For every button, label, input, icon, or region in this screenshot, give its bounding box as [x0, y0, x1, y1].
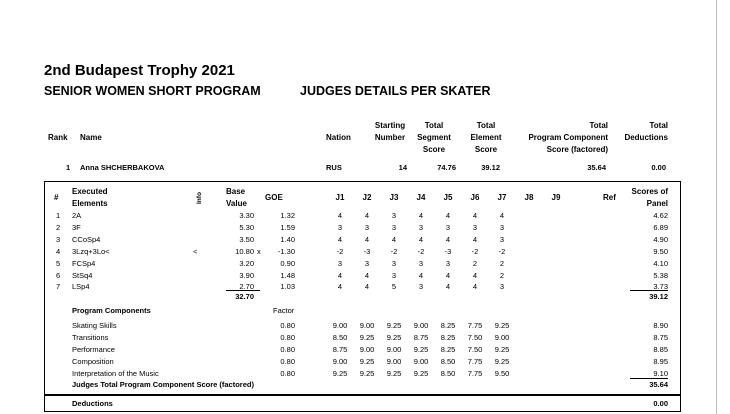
- element-judge-score: -2: [336, 246, 344, 256]
- component-judge-score: 9.25: [386, 368, 402, 378]
- panel-total-rule: [630, 290, 668, 291]
- element-goe: -1.30: [277, 246, 295, 256]
- skater-tss: 74.76: [437, 163, 456, 172]
- skater-deductions: 0.00: [651, 163, 666, 172]
- component-judge-score: 7.50: [467, 332, 483, 342]
- element-judge-score: 4: [364, 270, 370, 280]
- deductions-header: Total Deductions: [624, 121, 668, 142]
- component-judge-score: 8.50: [332, 332, 348, 342]
- element-judge-score: -3: [444, 246, 452, 256]
- tes-header: Total Element Score: [470, 121, 502, 154]
- skater-nation: RUS: [326, 163, 342, 172]
- skater-rank: 1: [66, 163, 71, 172]
- deductions-label: Deductions: [72, 399, 113, 408]
- element-judge-score: 3: [337, 258, 343, 268]
- element-judge-score: 5: [391, 282, 397, 292]
- component-judge-score: 9.00: [332, 321, 348, 330]
- pcs-total-rule: [630, 378, 668, 379]
- element-header: Executed Elements: [72, 187, 108, 208]
- element-judge-score: 3: [418, 222, 424, 232]
- component-judge-score: 9.25: [494, 356, 510, 366]
- element-judge-score: 4: [337, 270, 343, 280]
- component-judge-score: 7.50: [467, 344, 483, 354]
- component-panel-score: 8.75: [653, 332, 668, 342]
- component-judge-score: 9.25: [359, 356, 375, 366]
- element-name: CCoSp4: [72, 234, 101, 244]
- component-name: Composition: [72, 356, 114, 366]
- nation-header: Nation: [326, 133, 351, 142]
- element-judge-score: 3: [391, 270, 397, 280]
- element-judge-score: 3: [445, 258, 451, 268]
- component-name: Performance: [72, 344, 115, 354]
- element-number: 2: [56, 222, 61, 232]
- pcs-total: 35.64: [649, 380, 668, 389]
- skater-pcs: 35.64: [587, 163, 606, 172]
- element-panel-score: 4.90: [653, 234, 668, 244]
- element-base-value: 3.30: [239, 211, 254, 220]
- j4-header: J4: [416, 193, 426, 202]
- component-factor: 0.80: [280, 368, 295, 378]
- skater-tes: 39.12: [481, 163, 500, 172]
- starting-number-header: Starting Number: [374, 121, 406, 142]
- component-judge-score: 7.75: [467, 321, 483, 330]
- component-judge-score: 9.00: [494, 332, 510, 342]
- element-number: 5: [56, 258, 61, 268]
- j9-header: J9: [551, 193, 561, 202]
- element-judge-score: 3: [418, 258, 424, 268]
- element-judge-score: 4: [418, 211, 424, 220]
- rank-header: Rank: [48, 133, 68, 142]
- element-name: StSq4: [72, 270, 93, 280]
- component-judge-score: 8.50: [440, 356, 456, 366]
- j5-header: J5: [443, 193, 453, 202]
- element-name: 3F: [72, 222, 81, 232]
- component-judge-score: 9.00: [386, 344, 402, 354]
- element-judge-score: 3: [364, 222, 370, 232]
- factor-header: Factor: [273, 306, 295, 315]
- element-panel-score: 9.50: [653, 246, 668, 256]
- name-header: Name: [80, 133, 102, 142]
- component-judge-score: 8.25: [440, 332, 456, 342]
- element-panel-score: 5.38: [653, 270, 668, 280]
- components-header: Program Components: [72, 306, 151, 315]
- pcs-header: Total Program Component Score (factored): [528, 121, 608, 154]
- component-judge-score: 9.25: [413, 344, 429, 354]
- element-base-value: 5.30: [239, 222, 254, 232]
- component-panel-score: 8.90: [653, 321, 668, 330]
- element-judge-score: 3: [391, 211, 397, 220]
- skater-starting-number: 14: [398, 163, 407, 172]
- j3-header: J3: [389, 193, 399, 202]
- element-judge-score: 4: [445, 234, 451, 244]
- component-judge-score: 8.25: [440, 321, 456, 330]
- component-judge-score: 9.00: [413, 356, 429, 366]
- element-judge-score: 4: [472, 282, 478, 292]
- element-judge-score: 4: [499, 211, 505, 220]
- element-judge-score: -2: [471, 246, 479, 256]
- component-judge-score: 9.25: [359, 368, 375, 378]
- element-judge-score: -2: [417, 246, 425, 256]
- component-panel-score: 8.85: [653, 344, 668, 354]
- component-judge-score: 7.75: [467, 356, 483, 366]
- element-judge-score: 4: [337, 211, 343, 220]
- element-goe: 0.90: [280, 258, 295, 268]
- element-judge-score: 2: [499, 270, 505, 280]
- component-judge-score: 9.25: [494, 321, 510, 330]
- element-bonus-marker: x: [257, 246, 261, 256]
- element-number: 6: [56, 270, 61, 280]
- component-judge-score: 9.25: [332, 368, 348, 378]
- ref-header: Ref: [603, 193, 616, 202]
- component-judge-score: 8.25: [440, 344, 456, 354]
- element-judge-score: 3: [499, 222, 505, 232]
- element-judge-score: 3: [391, 258, 397, 268]
- component-judge-score: 8.50: [440, 368, 456, 378]
- component-judge-score: 9.25: [413, 368, 429, 378]
- element-goe: 1.03: [280, 282, 295, 292]
- deductions-total: 0.00: [653, 399, 668, 408]
- element-base-value: 3.90: [239, 270, 254, 280]
- j7-header: J7: [497, 193, 507, 202]
- element-number: 7: [56, 282, 61, 292]
- component-judge-score: 8.75: [332, 344, 348, 354]
- element-judge-score: 4: [364, 282, 370, 292]
- element-judge-score: 3: [391, 222, 397, 232]
- element-judge-score: 4: [418, 234, 424, 244]
- element-judge-score: 4: [337, 234, 343, 244]
- element-base-value: 3.50: [239, 234, 254, 244]
- element-judge-score: 4: [418, 270, 424, 280]
- element-goe: 1.48: [280, 270, 295, 280]
- element-judge-score: 3: [364, 258, 370, 268]
- element-base-value: 2.70: [239, 282, 254, 292]
- element-judge-score: 4: [445, 211, 451, 220]
- element-name: 3Lzq+3Lo<: [72, 246, 110, 256]
- element-name: 2A: [72, 211, 82, 220]
- panel-header: Scores of Panel: [631, 187, 668, 208]
- element-panel-score: 4.10: [653, 258, 668, 268]
- element-judge-score: 3: [337, 222, 343, 232]
- component-judge-score: 9.25: [386, 321, 402, 330]
- element-name: FCSp4: [72, 258, 96, 268]
- element-judge-score: -3: [363, 246, 371, 256]
- goe-header: GOE: [265, 193, 283, 202]
- element-judge-score: 2: [472, 258, 478, 268]
- component-judge-score: 9.00: [332, 356, 348, 366]
- element-judge-score: -2: [498, 246, 506, 256]
- segment-title: SENIOR WOMEN SHORT PROGRAM: [44, 84, 261, 98]
- component-factor: 0.80: [280, 344, 295, 354]
- tss-header: Total Segment Score: [417, 121, 451, 154]
- element-number: 1: [56, 211, 61, 220]
- element-number: 3: [56, 234, 61, 244]
- j6-header: J6: [470, 193, 480, 202]
- component-factor: 0.80: [280, 356, 295, 366]
- info-header: Info: [196, 192, 203, 204]
- component-panel-score: 9.10: [653, 368, 668, 378]
- component-judge-score: 9.00: [386, 356, 402, 366]
- element-name: LSp4: [72, 282, 90, 292]
- element-judge-score: 3: [499, 234, 505, 244]
- element-number: 4: [56, 246, 61, 256]
- element-judge-score: 3: [499, 282, 505, 292]
- component-factor: 0.80: [280, 332, 295, 342]
- element-judge-score: 2: [499, 258, 505, 268]
- component-panel-score: 8.95: [653, 356, 668, 366]
- element-judge-score: 4: [445, 282, 451, 292]
- element-goe: 1.40: [280, 234, 295, 244]
- j1-header: J1: [335, 193, 345, 202]
- component-name: Transitions: [72, 332, 109, 342]
- element-panel-score: 6.89: [653, 222, 668, 232]
- element-judge-score: 4: [364, 234, 370, 244]
- component-judge-score: 9.25: [494, 344, 510, 354]
- element-judge-score: 3: [472, 222, 478, 232]
- element-judge-score: 3: [418, 282, 424, 292]
- num-header: #: [54, 193, 59, 202]
- skater-name: Anna SHCHERBAKOVA: [80, 163, 165, 172]
- component-judge-score: 8.75: [413, 332, 429, 342]
- base-total-rule: [226, 290, 260, 291]
- base-header: Base Value: [226, 187, 247, 208]
- element-panel-score: 4.62: [653, 211, 668, 220]
- component-factor: 0.80: [280, 321, 295, 330]
- pcs-total-label: Judges Total Program Component Score (factored): [72, 380, 254, 389]
- component-judge-score: 9.00: [413, 321, 429, 330]
- base-total: 32.70: [235, 292, 254, 301]
- element-base-value: 3.20: [239, 258, 254, 268]
- element-judge-score: 4: [391, 234, 397, 244]
- component-judge-score: 9.25: [386, 332, 402, 342]
- element-judge-score: 4: [337, 282, 343, 292]
- component-judge-score: 7.75: [467, 368, 483, 378]
- element-info: <: [193, 246, 198, 256]
- element-goe: 1.59: [280, 222, 295, 232]
- element-judge-score: 4: [472, 270, 478, 280]
- component-judge-score: 9.00: [359, 321, 375, 330]
- element-judge-score: 4: [472, 234, 478, 244]
- element-judge-score: 4: [364, 211, 370, 220]
- component-judge-score: 9.00: [359, 344, 375, 354]
- element-judge-score: 4: [472, 211, 478, 220]
- panel-total: 39.12: [649, 292, 668, 301]
- j2-header: J2: [362, 193, 372, 202]
- element-judge-score: 3: [445, 222, 451, 232]
- component-name: Interpretation of the Music: [72, 368, 159, 378]
- component-judge-score: 9.50: [494, 368, 510, 378]
- deductions-box: [44, 395, 681, 412]
- element-judge-score: 4: [445, 270, 451, 280]
- page-edge: [716, 0, 717, 414]
- component-judge-score: 9.25: [359, 332, 375, 342]
- component-name: Skating Skills: [72, 321, 117, 330]
- element-goe: 1.32: [280, 211, 295, 220]
- j8-header: J8: [524, 193, 534, 202]
- element-base-value: 10.80: [235, 246, 254, 256]
- element-panel-score: 3.73: [653, 282, 668, 292]
- element-judge-score: -2: [390, 246, 398, 256]
- report-title: JUDGES DETAILS PER SKATER: [300, 84, 491, 98]
- event-title: 2nd Budapest Trophy 2021: [44, 62, 235, 79]
